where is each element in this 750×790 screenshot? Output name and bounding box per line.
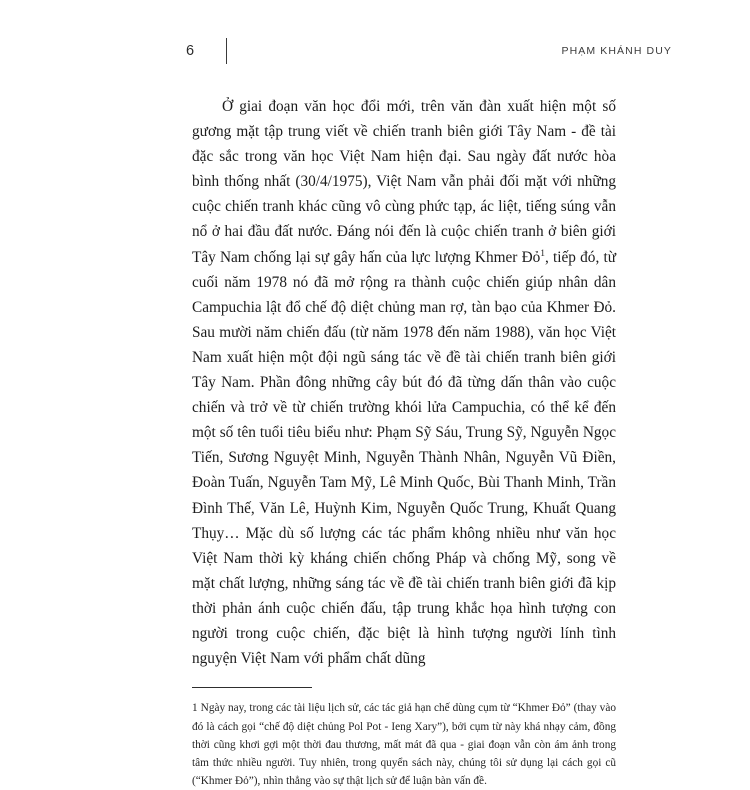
running-head-title: PHẠM KHÁNH DUY	[561, 45, 672, 57]
footnote-reference[interactable]: 1	[540, 248, 546, 259]
header-divider	[226, 38, 227, 64]
paragraph-part-2: , tiếp đó, từ cuối năm 1978 nó đã mở rộng ra thành cuộc chiến giúp nhân dân Campuchia lật đổ chế độ diệt chủng man rợ, tàn bạo của Khmer Đỏ. Sau mười năm chiến đấu (từ năm 1978 đến năm 1988), văn học Việt Nam xuất hiện một đội ngũ sáng tác về đề tài chiến tranh biên giới Tây Nam. Phần đông những cây bút đó đã từng dấn thân vào cuộc chiến và trở về từ chiến trường khói lửa Campuchia, có thể kể đến một số tên tuổi tiêu biểu như: Phạm Sỹ Sáu, Trung Sỹ, Nguyễn Ngọc Tiến, Sương Nguyệt Minh, Nguyễn Thành Nhân, Nguyễn Vũ Điền, Đoàn Tuấn, Nguyễn Tam Mỹ, Lê Minh Quốc, Bùi Thanh Minh, Trần Đình Thế, Văn Lê, Huỳnh Kim, Nguyễn Quốc Trung, Khuất Quang Thụy… Mặc dù số lượng các tác phẩm không nhiều như văn học Việt Nam thời kỳ kháng chiến chống Pháp và chống Mỹ, song về mặt chất lượng, những sáng tác về đề tài chiến tranh biên giới đã kịp thời phản ánh cuộc chiến đấu, tập trung khắc họa hình tượng con người trong cuộc chiến, đặc biệt là hình tượng người lính tình nguyện Việt Nam với phẩm chất dũng	[192, 248, 616, 668]
body-paragraph	[192, 94, 616, 671]
footnote-area	[192, 687, 616, 790]
page-number: 6	[186, 43, 195, 59]
running-head	[186, 34, 672, 68]
paragraph-part-1: Ở giai đoạn văn học đổi mới, trên văn đàn xuất hiện một số gương mặt tập trung viết về chiến tranh biên giới Tây Nam - đề tài đặc sắc trong văn học Việt Nam hiện đại. Sau ngày đất nước hòa bình thống nhất (30/4/1975), Việt Nam vẫn phải đối mặt với những cuộc chiến tranh khác cũng vô cùng phức tạp, ác liệt, tiếng súng vẫn nổ ở hai đầu đất nước. Đáng nói đến là cuộc chiến tranh ở biên giới Tây Nam chống lại sự gây hấn của lực lượng Khmer Đỏ	[192, 98, 616, 266]
body-column	[192, 94, 616, 671]
footnote-separator	[192, 687, 312, 688]
footnote-number: 1	[192, 702, 198, 715]
footnote-entry	[192, 699, 616, 790]
footnote-body: Ngày nay, trong các tài liệu lịch sử, các tác giả hạn chế dùng cụm từ “Khmer Đỏ” (thay vào đó là cách gọi “chế độ diệt chủng Pol Pot - Ieng Xary”), bởi cụm từ này khá nhạy cảm, đồng thời cũng khơi gợi một thời đau thương, mất mát đã qua - giai đoạn vẫn còn ám ảnh trong tâm thức nhiều người. Tuy nhiên, trong quyển sách này, chúng tôi sử dụng lại cách gọi cũ (“Khmer Đỏ”), nhìn thẳng vào sự thật lịch sử để luận bàn vấn đề.	[192, 702, 616, 788]
